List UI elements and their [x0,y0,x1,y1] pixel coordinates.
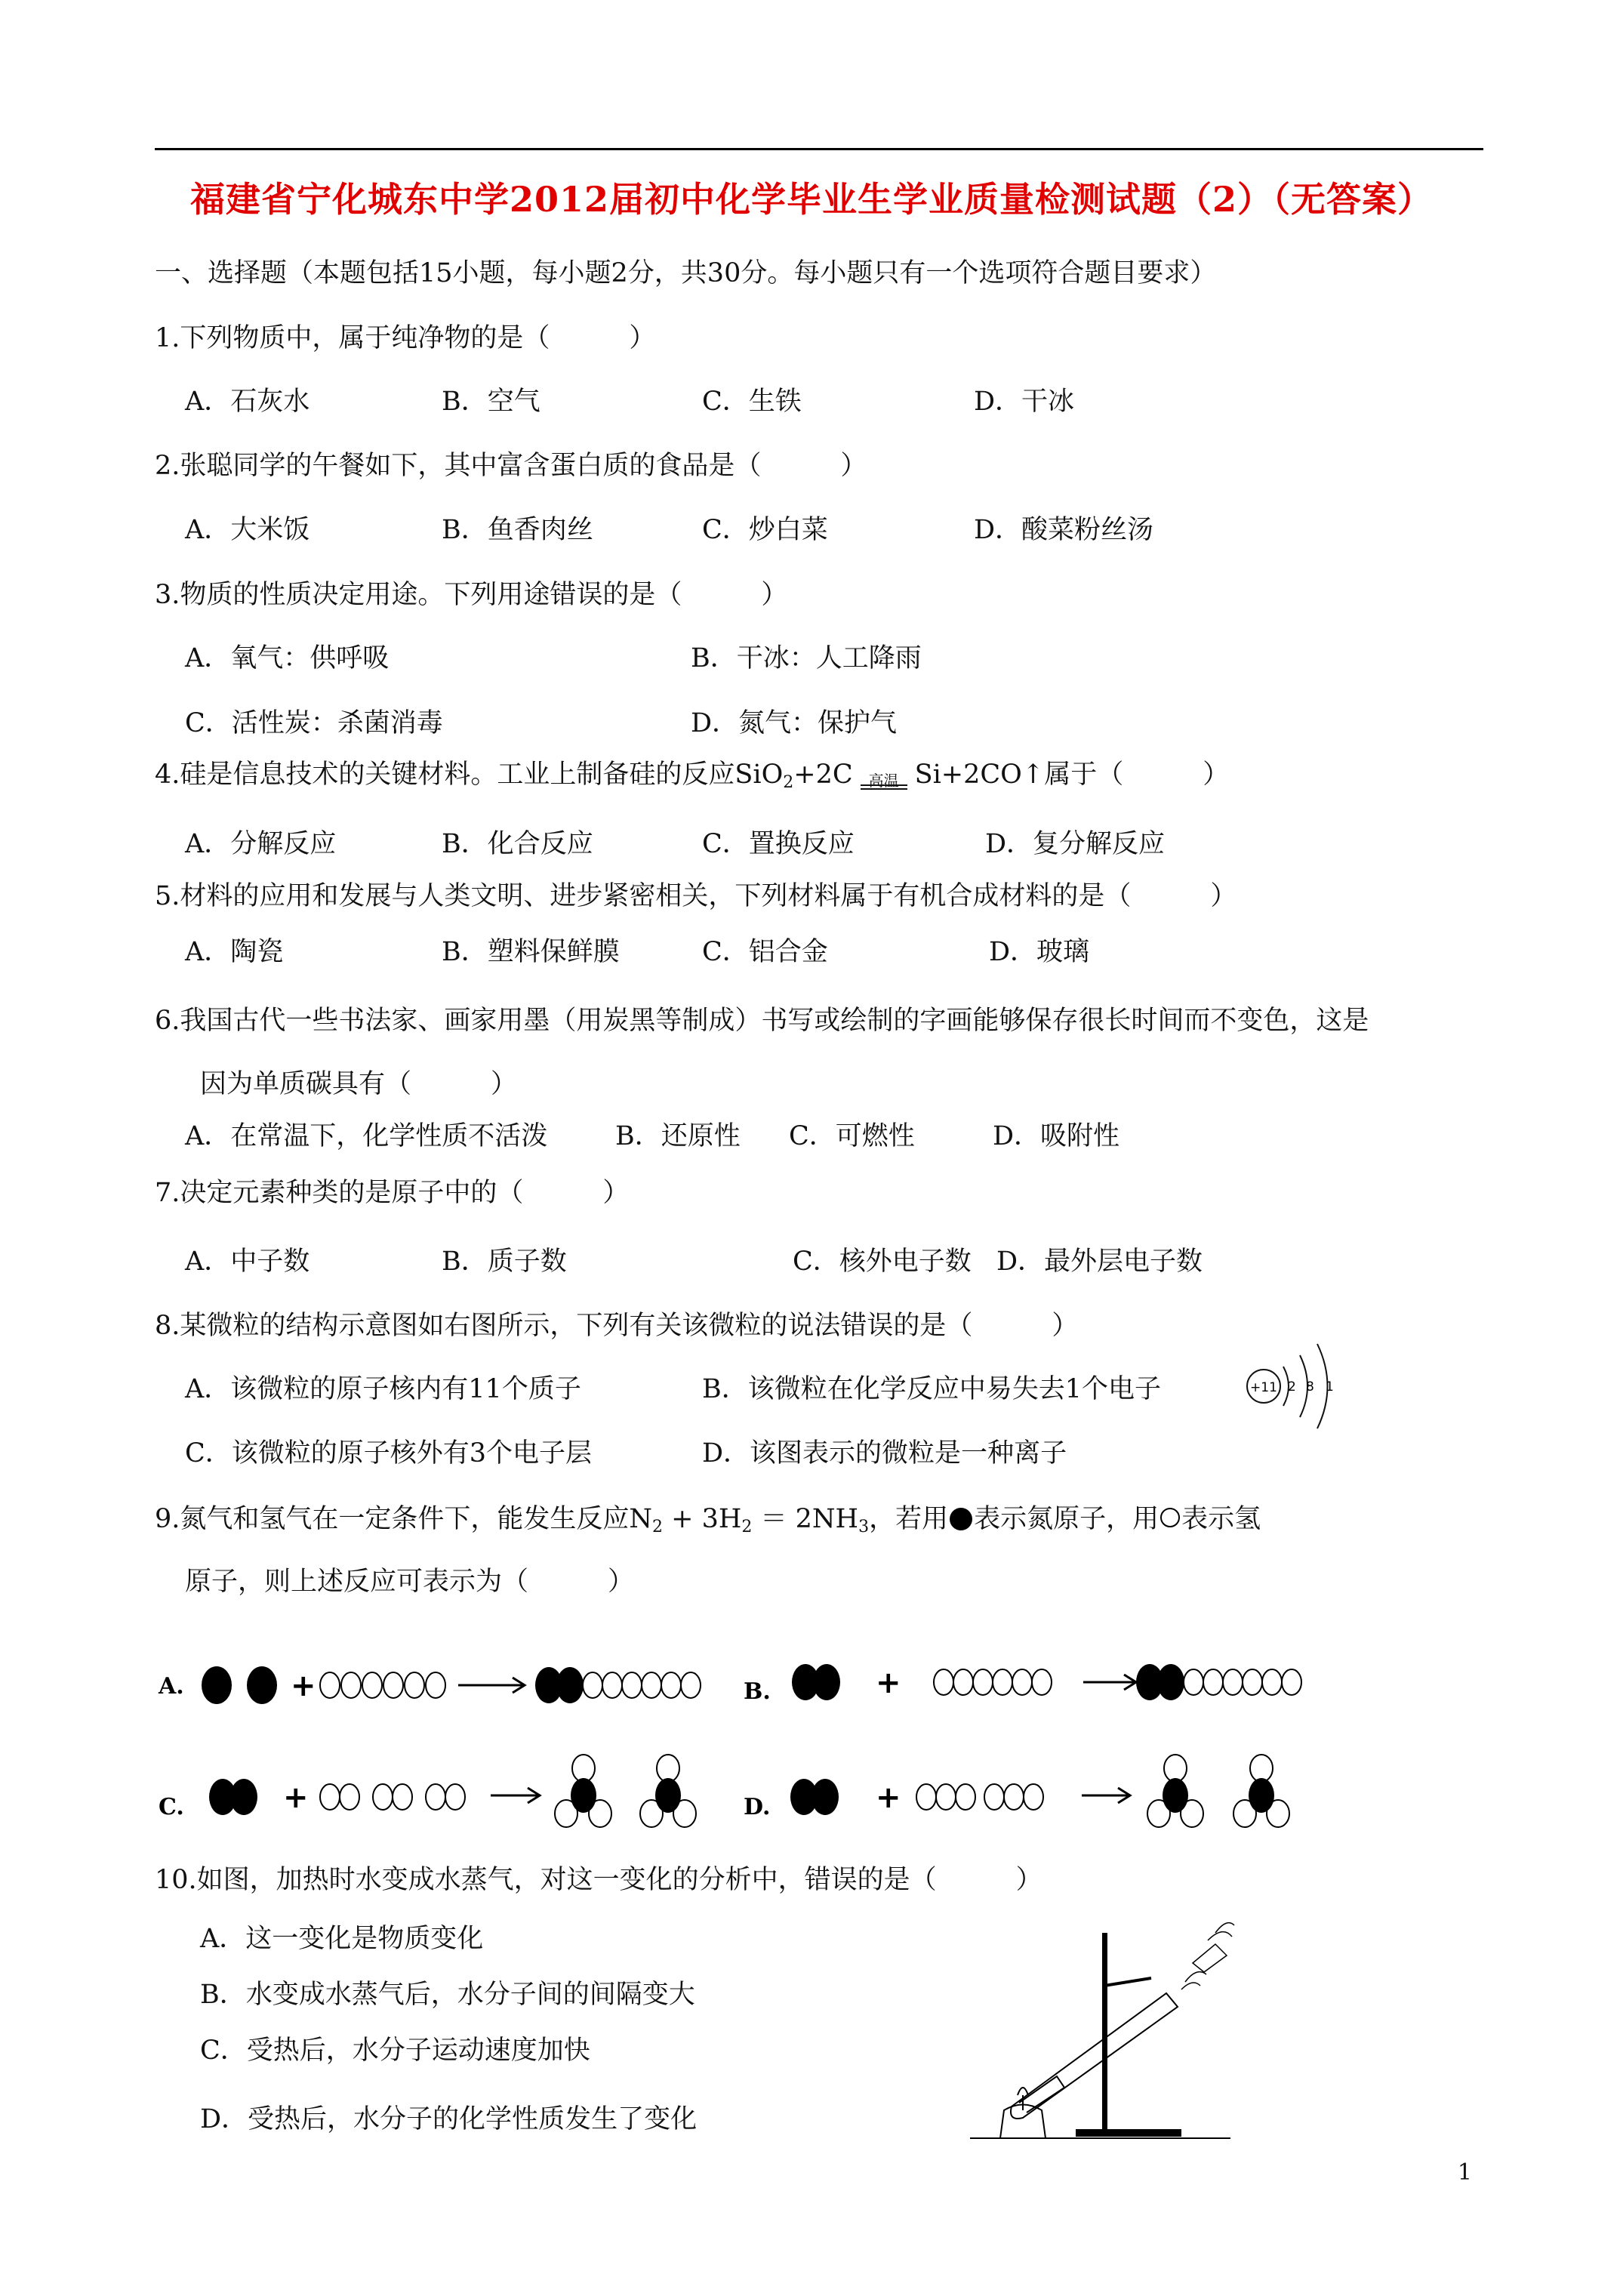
ammonia-molecule-icon [640,1755,696,1827]
plus-sign: + [291,1669,316,1703]
q7-option-c: C．核外电子数 [793,1247,972,1277]
q7-option-d: D．最外层电子数 [996,1247,1203,1277]
nitrogen-atom-icon [812,1779,839,1815]
q4-condition-label: 高温 [868,772,899,790]
q10-option-a: A．这一变化是物质变化 [200,1924,484,1954]
q9-pre: 9.氮气和氢气在一定条件下，能发生反应N [155,1504,653,1534]
q1-option-d: D．干冰 [974,387,1075,417]
question-9-stem-line2: 原子，则上述反应可表示为（ ） [185,1567,635,1597]
q5-option-d: D．玻璃 [989,937,1090,967]
reaction-arrow-icon [491,1788,540,1803]
clamp-arm [1104,1978,1151,1986]
q9-h2-sub: 2 [741,1518,753,1536]
q8-option-c: C．该微粒的原子核外有3个电子层 [185,1438,593,1469]
q4-reaction-condition [853,760,915,793]
q1-option-b: B．空气 [442,387,540,417]
q8-option-b: B．该微粒在化学反应中易失去1个电子 [702,1374,1161,1404]
question-1-stem: 1.下列物质中，属于纯净物的是（ ） [155,323,656,353]
question-6-stem-line2: 因为单质碳具有（ ） [200,1069,518,1099]
nitrogen-atom-icon [202,1666,232,1704]
page-number: 1 [1457,2159,1472,2186]
q9-mid1: + 3H [663,1504,742,1534]
q1-option-a: A．石灰水 [185,387,310,417]
nitrogen-atom-icon [230,1779,257,1815]
question-4-stem [155,760,1229,798]
q4-stem-post: Si+2CO↑属于（ ） [914,760,1230,790]
q4-option-c: C．置换反应 [702,829,855,859]
q4-stem-mid: +2C [793,760,853,790]
stand-rod [1102,1933,1107,2131]
hydrogen-atoms-group [320,1784,465,1810]
q3-option-a: A．氧气：供呼吸 [185,643,390,673]
q4-option-b: B．化合反应 [442,829,593,859]
stand-base [1076,2129,1181,2137]
nitrogen-atom-icon [247,1666,277,1704]
q7-option-b: B．质子数 [442,1247,567,1277]
header-rule [155,148,1483,150]
shell-3-count: 1 [1326,1379,1334,1395]
document-title: 福建省宁化城东中学2012届初中化学毕业生学业质量检测试题（2）（无答案） [189,179,1434,220]
q6-option-c: C．可燃性 [789,1121,915,1151]
q9-label-d: D. [744,1794,771,1820]
nitrogen-atom-icon [1157,1664,1184,1700]
q9-label-c: C. [159,1794,184,1820]
section-heading: 一、选择题（本题包括15小题，每小题2分，共30分。每小题只有一个选项符合题目要求） [155,258,1217,288]
test-tube-icon [1011,1993,1178,2119]
q9-mid5: 表示氢 [1181,1504,1261,1534]
q9-mid3: ，若用 [869,1504,949,1534]
q6-option-a: A．在常温下，化学性质不活泼 [185,1121,548,1151]
question-3-stem: 3.物质的性质决定用途。下列用途错误的是（ ） [155,580,788,610]
hydrogen-atoms-group [583,1672,701,1698]
question-2-stem: 2.张聪同学的午餐如下，其中富含蛋白质的食品是（ ） [155,451,867,481]
q5-option-b: B．塑料保鲜膜 [442,937,620,967]
q4-option-a: A．分解反应 [185,829,337,859]
q7-option-a: A．中子数 [185,1247,310,1277]
q1-option-c: C．生铁 [702,387,802,417]
nitrogen-atom-icon [813,1664,840,1700]
q10-option-b: B．水变成水蒸气后，水分子间的间隔变大 [200,1980,695,2010]
alcohol-lamp-icon [1000,2088,1046,2138]
shell-1-count: 2 [1288,1379,1296,1395]
q2-option-b: B．鱼香肉丝 [442,515,593,545]
question-6-stem-line1: 6.我国古代一些书法家、画家用墨（用炭黑等制成）书写或绘制的字画能够保存很长时间而不变色，这是 [155,1006,1369,1036]
ammonia-molecule-icon [1233,1755,1289,1827]
hydrogen-atoms-group [916,1784,1043,1810]
q5-option-c: C．铝合金 [702,937,828,967]
q10-option-d: D．受热后，水分子的化学性质发生了变化 [200,2104,698,2134]
q10-option-c: C．受热后，水分子运动速度加快 [200,2036,590,2066]
q9-label-b: B. [744,1678,771,1705]
plus-sign: + [283,1780,309,1815]
question-7-stem: 7.决定元素种类的是原子中的（ ） [155,1178,630,1208]
shell-2-count: 8 [1306,1379,1314,1395]
hydrogen-atoms-group [1184,1669,1301,1695]
hydrogen-atoms-group [934,1669,1052,1695]
q9-nh3-sub: 3 [858,1518,870,1536]
q3-option-d: D．氮气：保护气 [691,708,898,738]
q6-option-b: B．还原性 [615,1121,741,1151]
q3-option-b: B．干冰：人工降雨 [691,643,922,673]
hydrogen-atoms-group [320,1672,445,1698]
q5-option-a: A．陶瓷 [185,937,284,967]
plus-sign: + [876,1666,901,1700]
heating-apparatus-illustration [966,1812,1238,2144]
reaction-arrow-icon [1083,1675,1136,1690]
reaction-arrow-icon [1082,1788,1130,1803]
q8-option-a: A．该微粒的原子核内有11个质子 [185,1374,581,1404]
q9-label-a: A. [159,1673,184,1700]
q3-option-c: C．活性炭：杀菌消毒 [185,708,443,738]
q4-equals-line-1 [861,784,907,786]
q4-sio2-subscript: 2 [783,773,794,792]
question-10-stem: 10.如图，加热时水变成水蒸气，对这一变化的分析中，错误的是（ ） [155,1865,1042,1895]
hydrogen-atom-legend-icon [1160,1508,1180,1527]
q2-option-c: C．炒白菜 [702,515,828,545]
nitrogen-atom-icon [556,1667,584,1703]
q2-option-a: A．大米饭 [185,515,310,545]
question-5-stem: 5.材料的应用和发展与人类文明、进步紧密相关，下列材料属于有机合成材料的是（ ） [155,881,1237,911]
ammonia-molecule-icon [555,1755,611,1827]
steam-and-glass-plate-icon [1181,1923,1234,1989]
q8-option-d: D．该图表示的微粒是一种离子 [702,1438,1067,1469]
q9-options-ab [155,1653,1347,1714]
q2-option-d: D．酸菜粉丝汤 [974,515,1154,545]
q4-stem-pre: 4.硅是信息技术的关键材料。工业上制备硅的反应SiO [155,760,784,790]
question-9-stem-line1 [155,1504,1261,1542]
q4-equals-line-2 [861,788,907,790]
atom-structure-diagram [1238,1329,1359,1442]
nucleus-charge: +11 [1250,1380,1277,1395]
q9-mid4: 表示氮原子，用 [974,1504,1160,1534]
question-8-stem: 8.某微粒的结构示意图如右图所示，下列有关该微粒的说法错误的是（ ） [155,1311,1079,1341]
reaction-arrow-icon [458,1678,525,1693]
q9-n2-sub: 2 [652,1518,664,1536]
q4-option-d: D．复分解反应 [985,829,1166,859]
plus-sign: + [876,1780,901,1815]
nitrogen-atom-legend-icon [950,1508,972,1530]
q9-mid2: ＝ 2NH [752,1504,859,1534]
q6-option-d: D．吸附性 [993,1121,1120,1151]
